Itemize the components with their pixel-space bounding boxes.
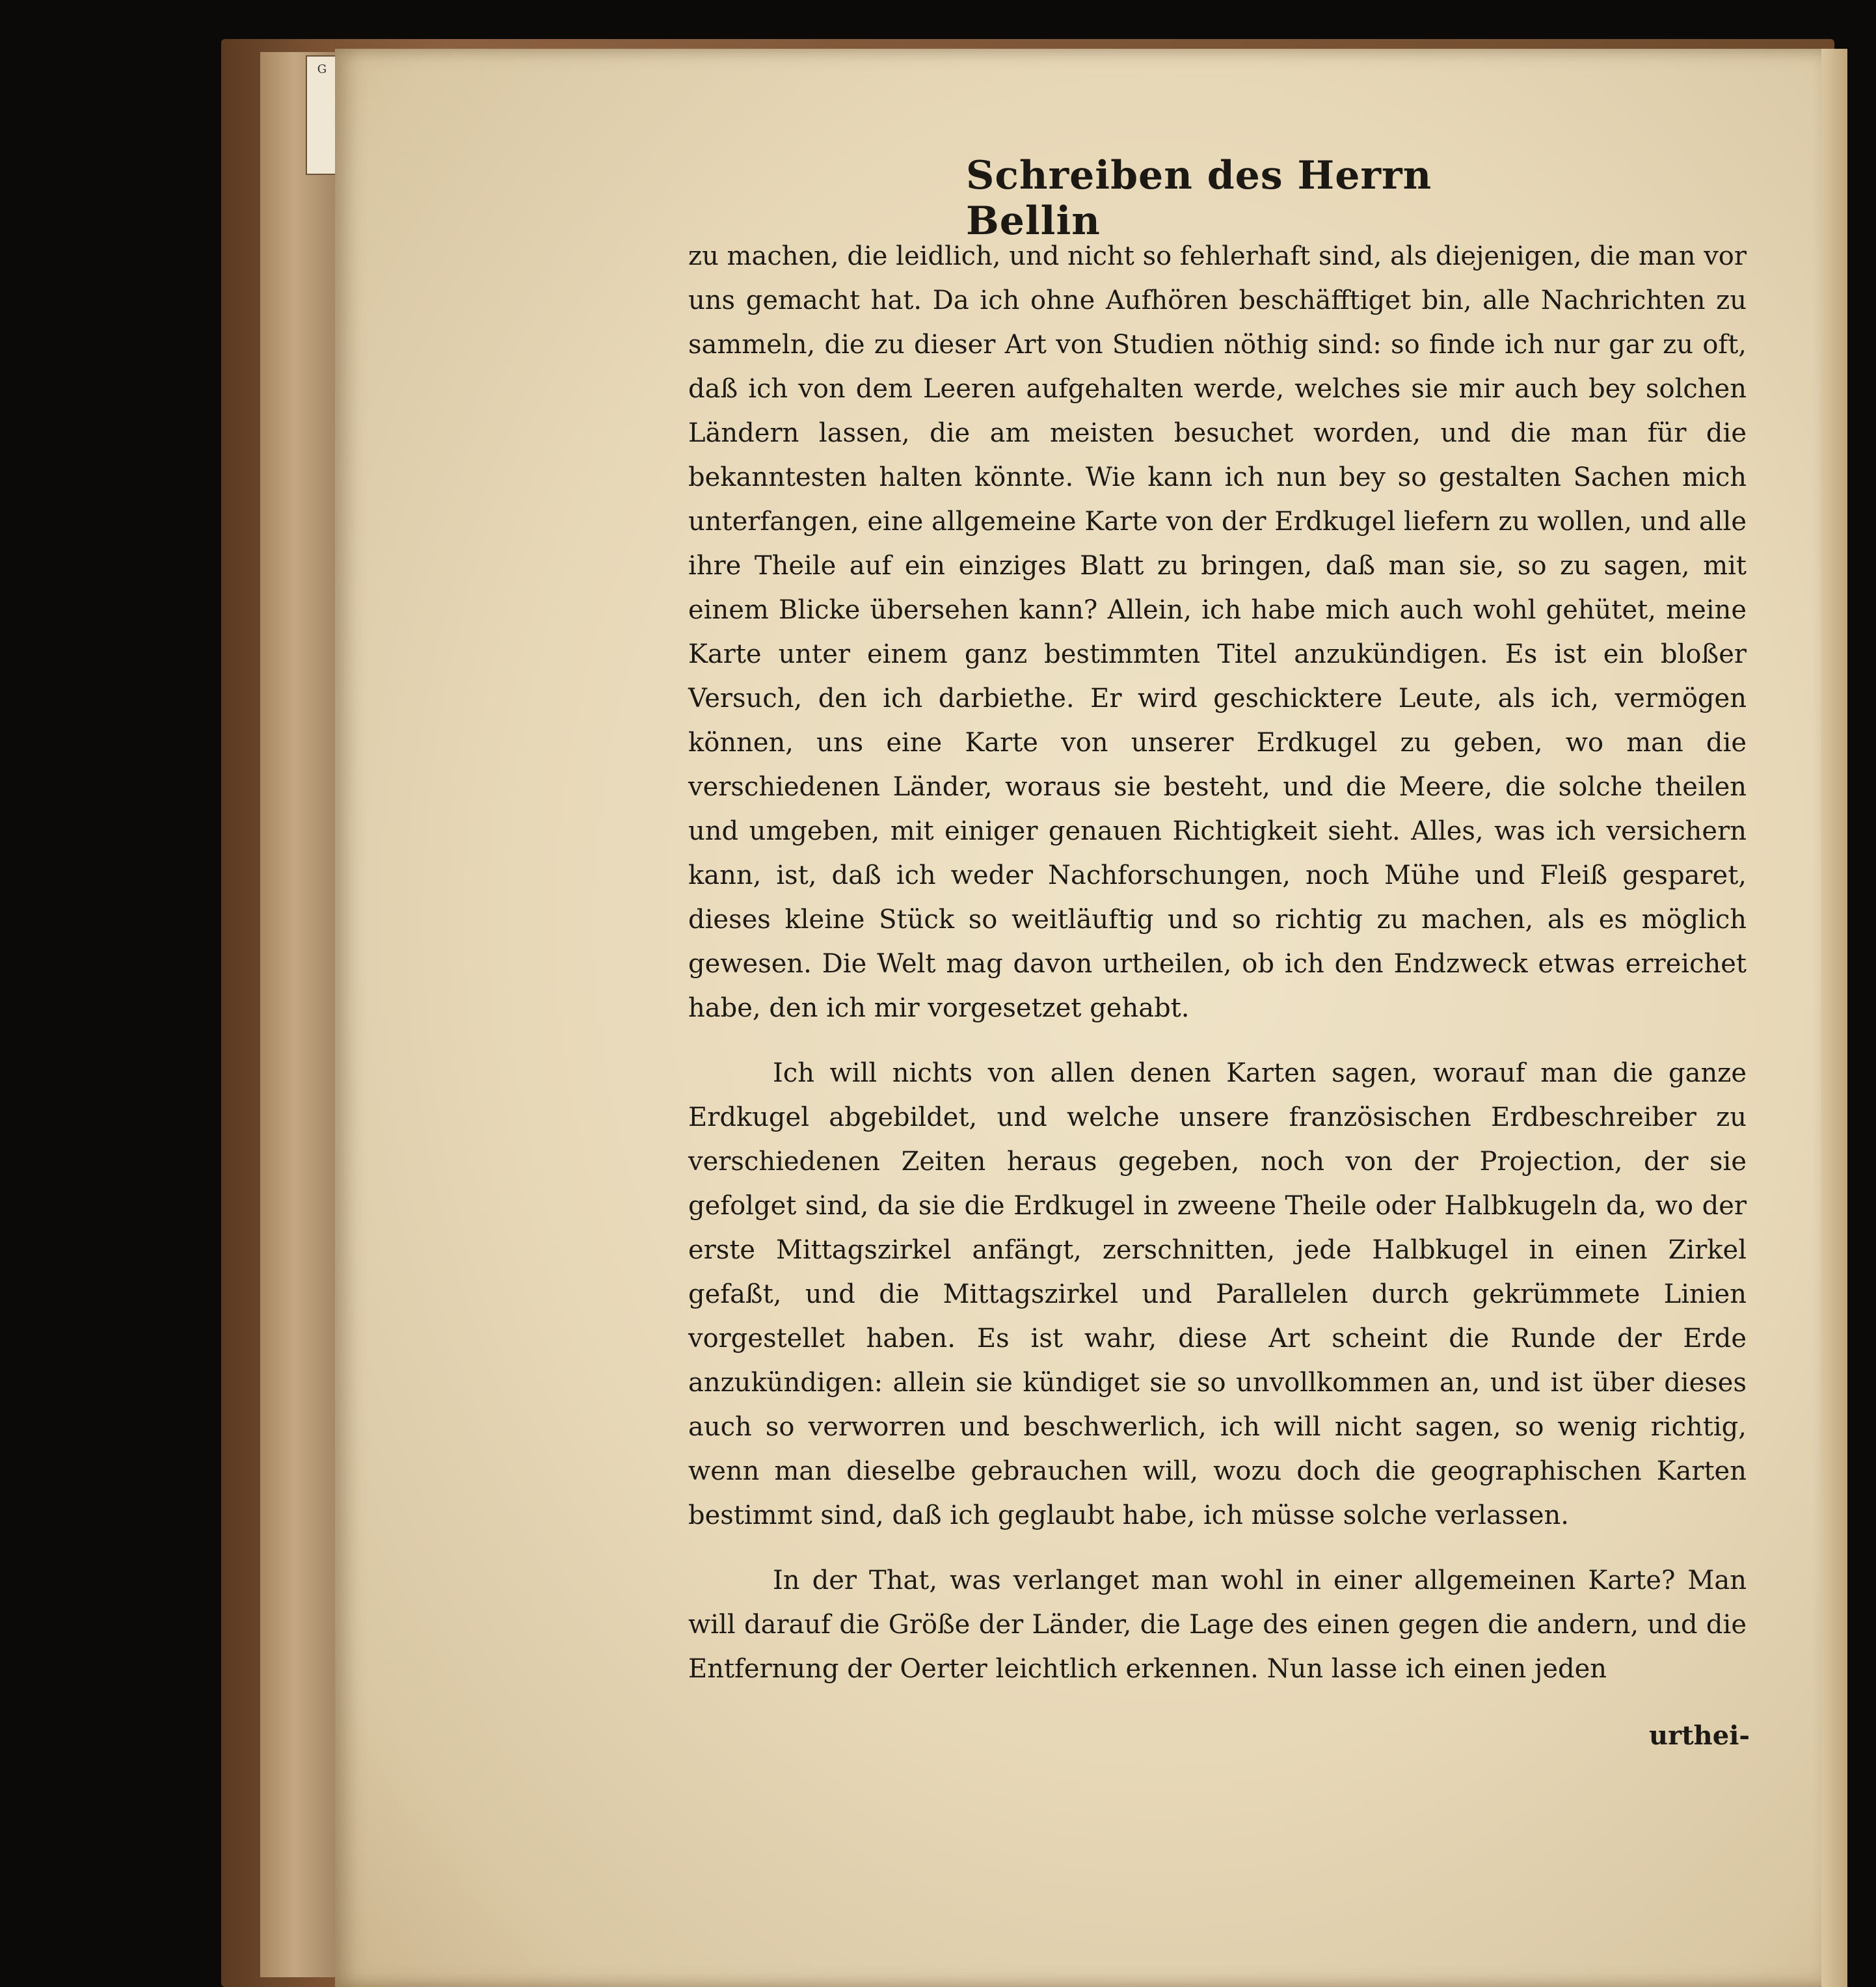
paragraph-3: In der That, was verlanget man wohl in einer allgemeinen Karte? Man will darauf die Größe der Länder, die Lage des einen gegen die andern, und die Entfernung der Oerter leichtlich erkennen. Nun lasse ich einen jeden — [688, 1566, 1747, 1684]
binding-strip — [260, 52, 345, 1977]
catchword: urthei- — [1649, 1720, 1750, 1751]
paragraph-1: zu machen, die leidlich, und nicht so fehlerhaft sind, als diejenigen, die man vor uns gemacht hat. Da ich ohne Aufhören beschäfftiget bin, alle Nachrichten zu sammeln, die zu dieser Art von Studien nöthig sind: so finde ich nur gar zu oft, daß ich von dem Leeren aufgehalten werde, welches sie mir auch bey solchen Ländern lassen, die am meisten besuchet worden, und die man für die bekanntesten halten könnte. Wie kann ich nun bey so gestalten Sachen mich unterfangen, eine allgemeine Karte von der Erdkugel liefern zu wollen, und alle ihre Theile auf ein einziges Blatt zu bringen, daß man sie, so zu sagen, mit einem Blicke übersehen kann? Allein, ich habe mich auch wohl gehütet, meine Karte unter einem ganz bestimmten Titel anzukündigen. Es ist ein bloßer Versuch, den ich darbiethe. Er wird geschicktere Leute, als ich, vermögen können, uns eine Karte von unserer Erdkugel zu geben, wo man die verschiedenen Länder, woraus sie besteht, und die Meere, die solche theilen und umgeben, mit einiger genauen Richtigkeit sieht. Alles, was ich versichern kann, ist, daß ich weder Nachforschungen, noch Mühe und Fleiß gesparet, dieses kleine Stück so weitläuftig und so richtig zu machen, als es möglich gewesen. Die Welt mag davon urtheilen, ob ich den Endzweck etwas erreichet habe, den ich mir vorgesetzet gehabt. — [688, 241, 1747, 1023]
running-head: Schreiben des Herrn Bellin — [966, 153, 1432, 244]
body-text — [688, 234, 1747, 1712]
page-edge — [1821, 49, 1847, 1987]
paragraph-2: Ich will nichts von allen denen Karten sagen, worauf man die ganze Erdkugel abgebildet, und welche unsere französischen Erdbeschreiber zu verschiedenen Zeiten heraus gegeben, noch von der Projection, der sie gefolget sind, da sie die Erdkugel in zweene Theile oder Halbkugeln da, wo der erste Mittagszirkel anfängt, zerschnitten, jede Halbkugel in einen Zirkel gefaßt, und die Mittagszirkel und Parallelen durch gekrümmete Linien vorgestellet haben. Es ist wahr, diese Art scheint die Runde der Erde anzukündigen: allein sie kündiget sie so unvollkommen an, und ist über dieses auch so verworren und beschwerlich, ich will nicht sagen, so wenig richtig, wenn man dieselbe gebrauchen will, wozu doch die geographischen Karten bestimmt sind, daß ich geglaubt habe, ich müsse solche verlassen. — [688, 1058, 1747, 1530]
spine-label: G — [306, 55, 338, 175]
